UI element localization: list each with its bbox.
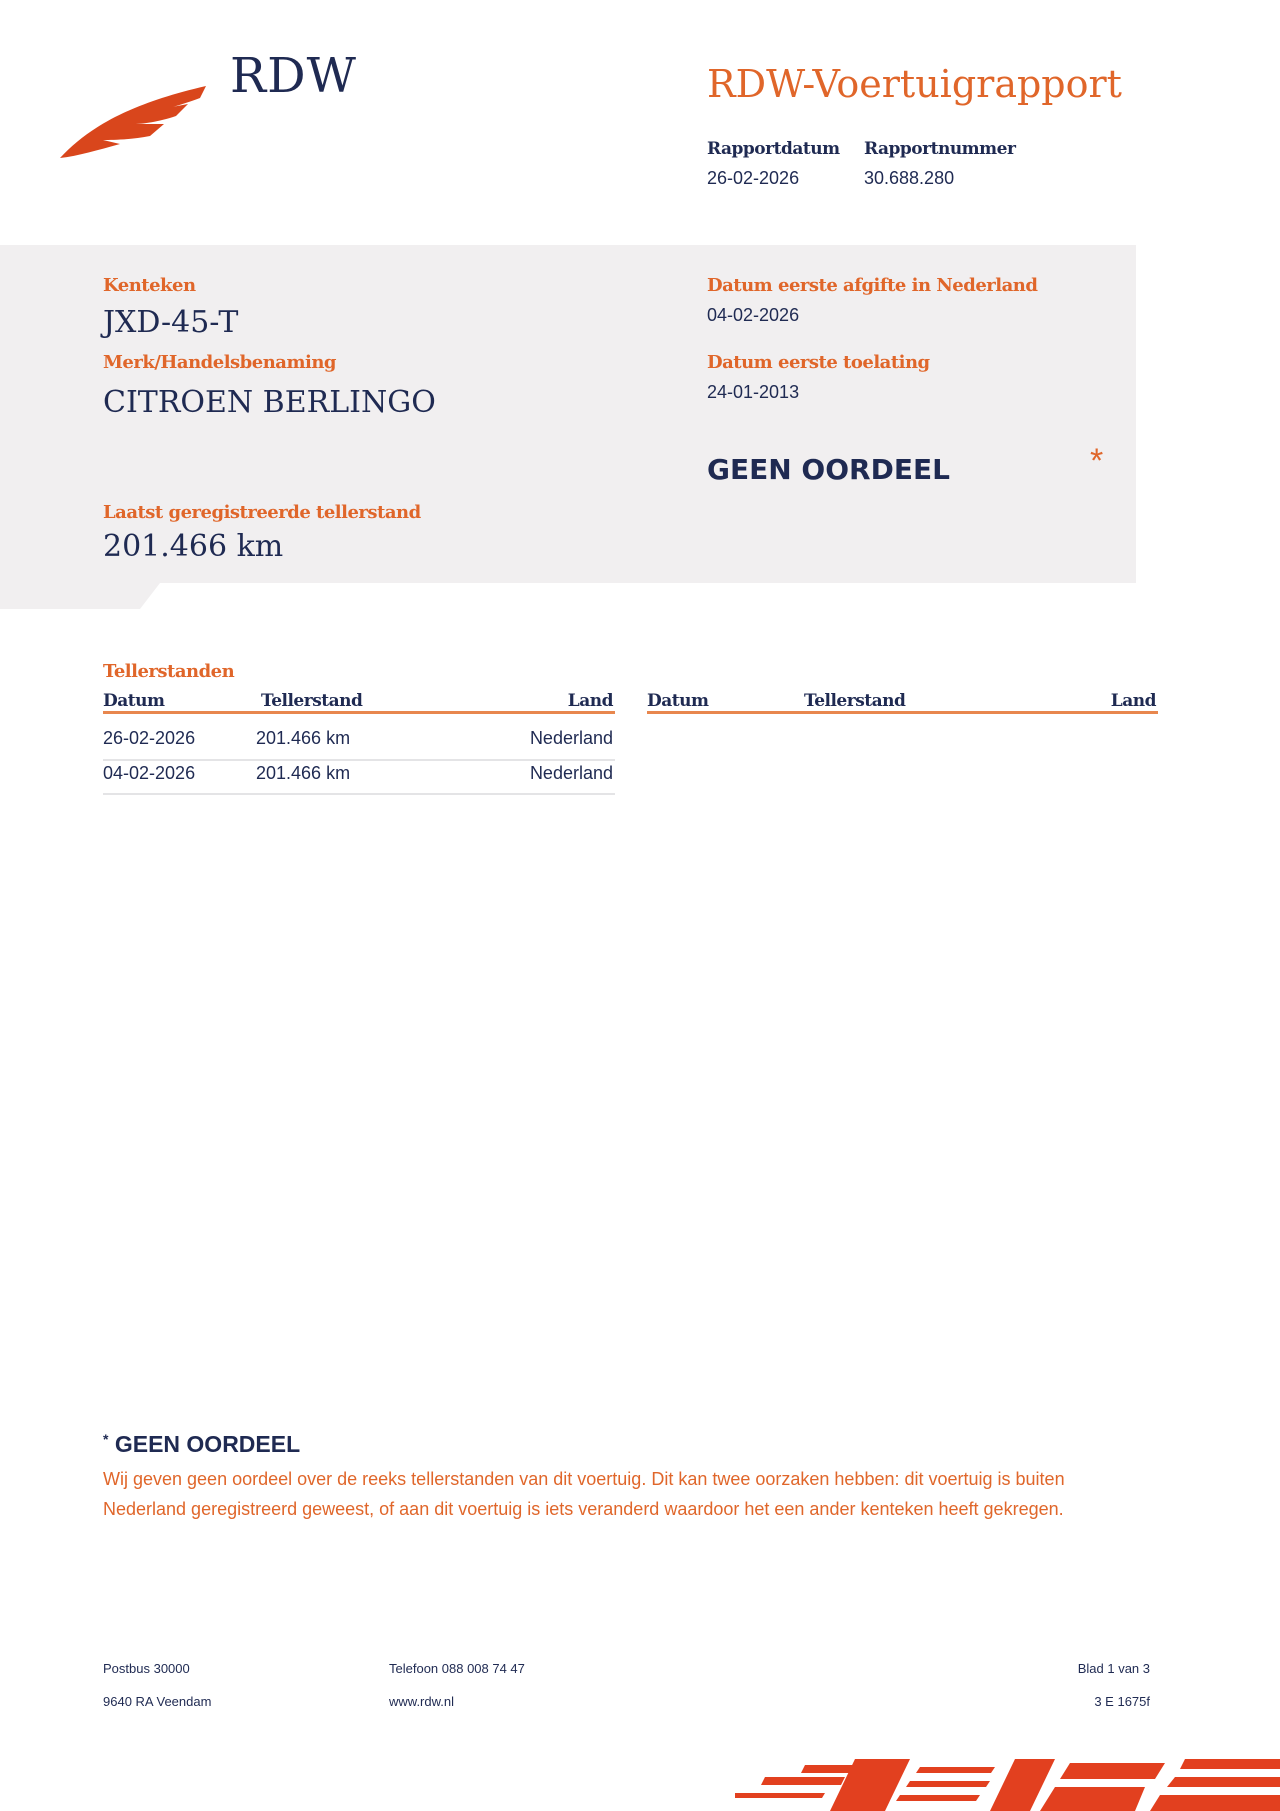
first-admission-label: Datum eerste toelating	[707, 352, 930, 373]
row-divider	[103, 759, 615, 761]
footer-page-number: Blad 1 van 3	[1077, 1661, 1150, 1676]
row-divider	[103, 793, 615, 795]
first-nl-label: Datum eerste afgifte in Nederland	[707, 275, 1038, 296]
footer-address-1: Postbus 30000	[103, 1661, 190, 1676]
brand-name: RDW	[230, 48, 357, 104]
odometer-value: 201.466 km	[103, 529, 284, 564]
readings-title: Tellerstanden	[103, 661, 235, 682]
plate-label: Kenteken	[103, 275, 196, 296]
report-title: RDW-Voertuigrapport	[707, 62, 1122, 106]
row-date: 26-02-2026	[103, 728, 196, 748]
col-reading-header-right: Tellerstand	[804, 691, 906, 711]
row-reading: 201.466 km	[256, 763, 351, 783]
plate-value: JXD-45-T	[103, 305, 239, 340]
make-value: CITROEN BERLINGO	[103, 385, 436, 420]
panel-notch	[0, 583, 140, 609]
footer-doc-code: 3 E 1675f	[1094, 1694, 1150, 1709]
col-date-header: Datum	[103, 691, 165, 711]
footnote-marker: *	[103, 1431, 109, 1447]
row-reading: 201.466 km	[256, 728, 351, 748]
col-country-header-right: Land	[1110, 691, 1156, 711]
footer-phone: Telefoon 088 008 74 47	[389, 1661, 525, 1676]
report-date: 26-02-2026	[707, 168, 800, 188]
col-reading-header: Tellerstand	[261, 691, 363, 711]
report-date-label: Rapportdatum	[707, 139, 840, 159]
make-label: Merk/Handelsbenaming	[103, 352, 337, 373]
verdict-asterisk: *	[1090, 442, 1104, 480]
footer-stripes-icon	[735, 1755, 1280, 1811]
footnote-text: Wij geven geen oordeel over de reeks tellerstanden van dit voertuig. Dit kan twee oorzaken hebben: dit voertuig is buiten Nederland geregistreerd geweest, of aan dit voertuig is iets veranderd waardoor het een ander kenteken heeft gekregen.	[103, 1469, 1065, 1519]
footnote-title-text: GEEN OORDEEL	[114, 1431, 301, 1457]
odometer-label: Laatst geregistreerde tellerstand	[103, 502, 421, 523]
first-admission-value: 24-01-2013	[707, 382, 800, 402]
footer-website: www.rdw.nl	[389, 1694, 455, 1709]
footer-address-2: 9640 RA Veendam	[103, 1694, 212, 1709]
report-number-label: Rapportnummer	[864, 139, 1016, 159]
col-date-header-right: Datum	[647, 691, 709, 711]
first-nl-value: 04-02-2026	[707, 305, 800, 325]
table-header-rule-right	[647, 711, 1158, 714]
row-country: Nederland	[529, 728, 613, 748]
verdict: GEEN OORDEEL	[707, 453, 950, 486]
col-country-header: Land	[567, 691, 613, 711]
row-country: Nederland	[529, 763, 613, 783]
table-header-rule	[103, 711, 615, 714]
report-number: 30.688.280	[864, 168, 955, 188]
panel-notch-corner	[120, 583, 160, 609]
rdw-logo-icon	[58, 80, 208, 162]
footnote-title	[103, 1431, 300, 1458]
row-date: 04-02-2026	[103, 763, 196, 783]
